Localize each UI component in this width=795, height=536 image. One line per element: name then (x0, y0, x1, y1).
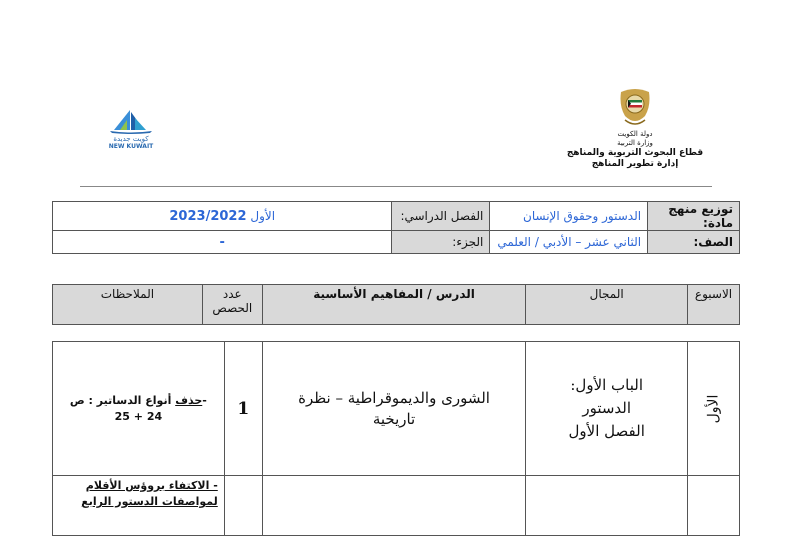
term-value (53, 202, 392, 231)
notes-line1: - الاكتفاء بروؤس الأقلام (85, 479, 218, 492)
part-value: - (53, 231, 392, 254)
part-label: الجزء: (392, 231, 490, 254)
state-name: دولة الكويت (617, 130, 653, 138)
lesson-cell: الشورى والديموقراطية – نظرة تاريخية (262, 342, 526, 476)
notes-prefix: - (202, 393, 207, 407)
grade-label: الصف: (648, 231, 740, 254)
notes-underlined: حذف (175, 393, 203, 407)
schedule-header-table (52, 284, 740, 325)
week-value: الأول (705, 394, 722, 423)
header-divider (80, 186, 712, 187)
week-cell (688, 342, 740, 476)
column-lesson: الدرس / المفاهيم الأساسية (262, 285, 526, 325)
column-domain: المجال (526, 285, 688, 325)
notes-rest: أنواع الدساتير : ص (69, 393, 176, 407)
term-word: الأول (250, 208, 276, 223)
column-week: الاسبوع (688, 285, 740, 325)
domain-line1: الباب الأول: (570, 376, 644, 394)
table-row (53, 342, 740, 476)
ministry-header (555, 86, 715, 170)
department-name: إدارة تطوير المناهج (591, 159, 679, 169)
count-cell (224, 476, 262, 536)
domain-line3: الفصل الأول (568, 422, 645, 440)
subject-value: الدستور وحقوق الإنسان (490, 202, 648, 231)
term-label: الفصل الدراسي: (392, 202, 490, 231)
curriculum-info-table (52, 201, 740, 254)
grade-value: الثاني عشر – الأدبي / العلمي (490, 231, 648, 254)
kuwait-emblem-icon (615, 86, 655, 130)
column-notes: الملاحظات (53, 285, 203, 325)
ministry-name: وزارة التربية (617, 139, 653, 147)
count-cell: 1 (224, 342, 262, 476)
week-cell (688, 476, 740, 536)
domain-line2: الدستور (582, 399, 632, 417)
term-year: 2023/2022 (169, 208, 247, 224)
schedule-table (52, 341, 740, 536)
logo-caption-ar: كويت جديدة (113, 135, 149, 143)
column-count: عدد الحصص (202, 285, 262, 325)
notes-pages: 24 + 25 (114, 409, 163, 423)
notes-cell (53, 476, 225, 536)
new-kuwait-logo (100, 108, 162, 148)
logo-caption-en: NEW KUWAIT (108, 143, 154, 150)
sailboat-logo-icon (100, 108, 162, 134)
domain-cell (526, 342, 688, 476)
table-row (53, 476, 740, 536)
notes-line1 (59, 393, 218, 409)
domain-cell (526, 476, 688, 536)
notes-line2: لمواصفات الدستور الرابع (81, 495, 218, 508)
subject-label: توزيع منهج مادة: (648, 202, 740, 231)
sector-name: قطاع البحوث التربوية والمناهج (566, 148, 704, 158)
lesson-cell (262, 476, 526, 536)
notes-cell (53, 342, 225, 476)
